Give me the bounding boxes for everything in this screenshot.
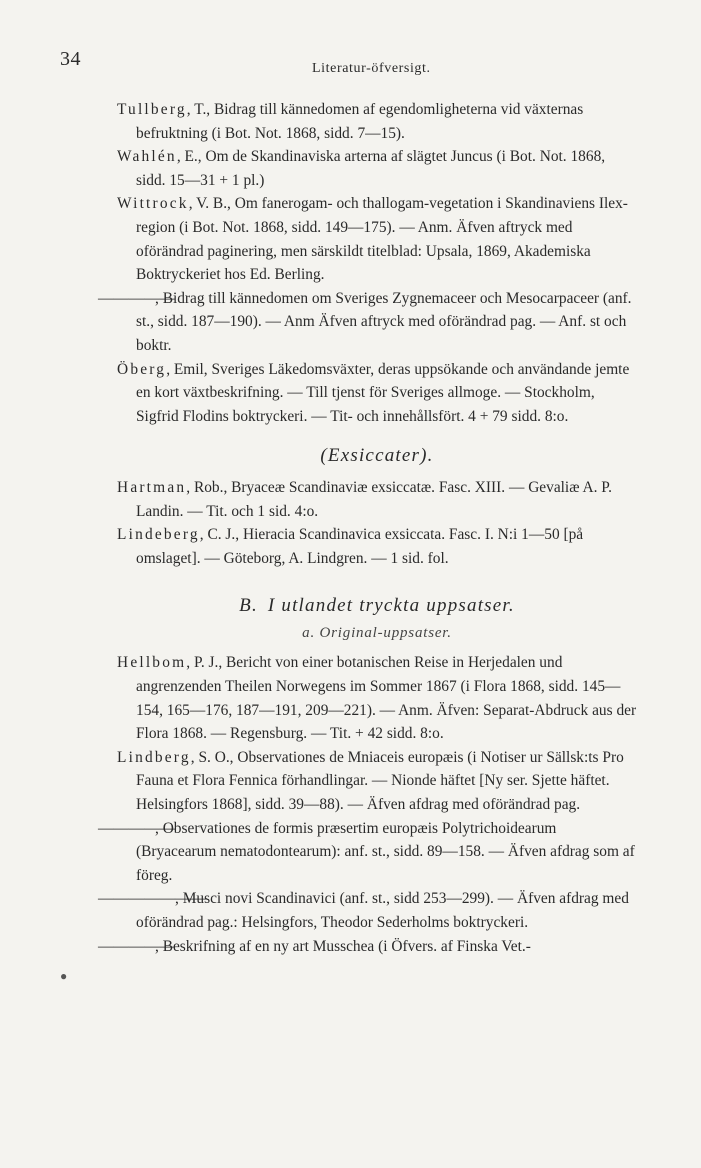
bibliography-entry bbox=[98, 287, 637, 358]
entry-text: , Beskrifning af en ny art Musschea (i Öfvers. af Finska Vet.- bbox=[155, 937, 531, 955]
entry-author: Wittrock bbox=[117, 195, 189, 213]
ditto-dash: ————— bbox=[98, 937, 175, 955]
entry-author: Hartman bbox=[117, 478, 187, 496]
entry-text: , Bidrag till kännedomen om Sveriges Zygnemaceer och Mesocarpaceer (anf. st., sidd. 187—190). — Anm Äfven aftryck med oförändrad pag. — Anf. st och boktr. bbox=[136, 289, 632, 354]
bibliography-entry bbox=[117, 476, 637, 523]
entry-author: Wahlén bbox=[117, 148, 177, 166]
bibliography-entry bbox=[117, 98, 637, 145]
entry-text: , Emil, Sveriges Läkedomsväxter, deras uppsökande och användande jemte en kort växtbeskrifning. — Till tjenst för Sveriges allmoge. — Stockholm, Sigfrid Flodins boktryckeri. — Tit- och innehållsfört. 4 + 79 sidd. 8:o. bbox=[136, 360, 630, 425]
entry-text: , Musci novi Scandinavici (anf. st., sidd 253—299). — Äfven afdrag med oförändrad pag.: Helsingfors, Theodor Sederholms boktryckeri. bbox=[136, 890, 629, 931]
ditto-dash: ——————— bbox=[98, 890, 206, 908]
entry-author: Öberg bbox=[117, 360, 167, 378]
margin-mark: ● bbox=[60, 969, 68, 983]
bibliography-entry bbox=[117, 145, 637, 192]
bibliography-entry bbox=[117, 358, 637, 429]
entry-text: , C. J., Hieracia Scandinavica exsiccata. Fasc. I. N:i 1—50 [på omslaget]. — Göteborg, A. Lindgren. — 1 sid. fol. bbox=[136, 526, 584, 567]
entry-text: , T., Bidrag till kännedomen af egendomligheterna vid växternas befruktning (i Bot. Not. 1868, sidd. 7—15). bbox=[136, 101, 584, 142]
bibliography-entry bbox=[117, 192, 637, 286]
section-subheading: a. Original-uppsatser. bbox=[302, 624, 452, 641]
page-number: 34 bbox=[60, 48, 81, 70]
text-block bbox=[98, 98, 637, 958]
section-heading-exsiccater: (Exsiccater). bbox=[320, 445, 434, 467]
entry-author: Lindberg bbox=[117, 748, 191, 766]
section-title: I utlandet tryckta uppsatser. bbox=[267, 595, 515, 617]
ditto-dash: ————— bbox=[98, 289, 175, 307]
entry-text: , Rob., Bryaceæ Scandinaviæ exsiccatæ. Fasc. XIII. — Gevaliæ A. P. Landin. — Tit. och 1 sid. 4:o. bbox=[136, 478, 612, 520]
bibliography-entry bbox=[98, 935, 637, 959]
bibliography-entry bbox=[98, 887, 637, 934]
ditto-dash: ————— bbox=[98, 819, 175, 837]
entry-text: , V. B., Om fanerogam- och thallogam-vegetation i Skandinaviens Ilex-region (i Bot. Not. 1868, sidd. 149—175). — Anm. Äfven aftryck med oförändrad paginering, men särskildt titelblad: Upsala, 1869, Akademiska Boktryckeriet hos Ed. Berling. bbox=[136, 195, 628, 284]
running-head: Literatur-öfversigt. bbox=[312, 61, 431, 76]
section-letter: B. bbox=[239, 595, 258, 617]
entry-author: Tullberg bbox=[117, 101, 187, 118]
entry-author: Hellbom bbox=[117, 654, 187, 672]
entry-text: , P. J., Bericht von einer botanischen Reise in Herjedalen und angrenzenden Theilen Norwegens im Sommer 1867 (i Flora 1868, sidd. 145—154, 165—176, 187—191, 209—221). — Anm. Äfven: Separat-Abdruck aus der Flora 1868. — Regensburg. — Tit. + 42 sidd. 8:o. bbox=[136, 654, 637, 743]
bibliography-entry bbox=[117, 746, 637, 817]
bibliography-entry bbox=[117, 651, 637, 745]
entry-text: , S. O., Observationes de Mniaceis europæis (i Notiser ur Sällsk:ts Pro Fauna et Flora Fennica förhandlingar. — Nionde häftet [Ny ser. Sjette häftet. Helsingfors 1868], sidd. 39—88). — Äfven afdrag med oförändrad pag. bbox=[136, 748, 624, 814]
entry-author: Lindeberg bbox=[117, 526, 200, 544]
bibliography-entry bbox=[98, 817, 637, 888]
entry-text: , Observationes de formis præsertim europæis Polytrichoidearum (Bryacearum nematodontearum): anf. st., sidd. 89—158. — Äfven afdrag som af föreg. bbox=[136, 819, 635, 884]
entry-text: , E., Om de Skandinaviska arterna af slägtet Juncus (i Bot. Not. 1868, sidd. 15—31 + 1 pl.) bbox=[136, 148, 606, 189]
bibliography-entry bbox=[117, 523, 637, 570]
section-heading-b bbox=[117, 594, 637, 618]
